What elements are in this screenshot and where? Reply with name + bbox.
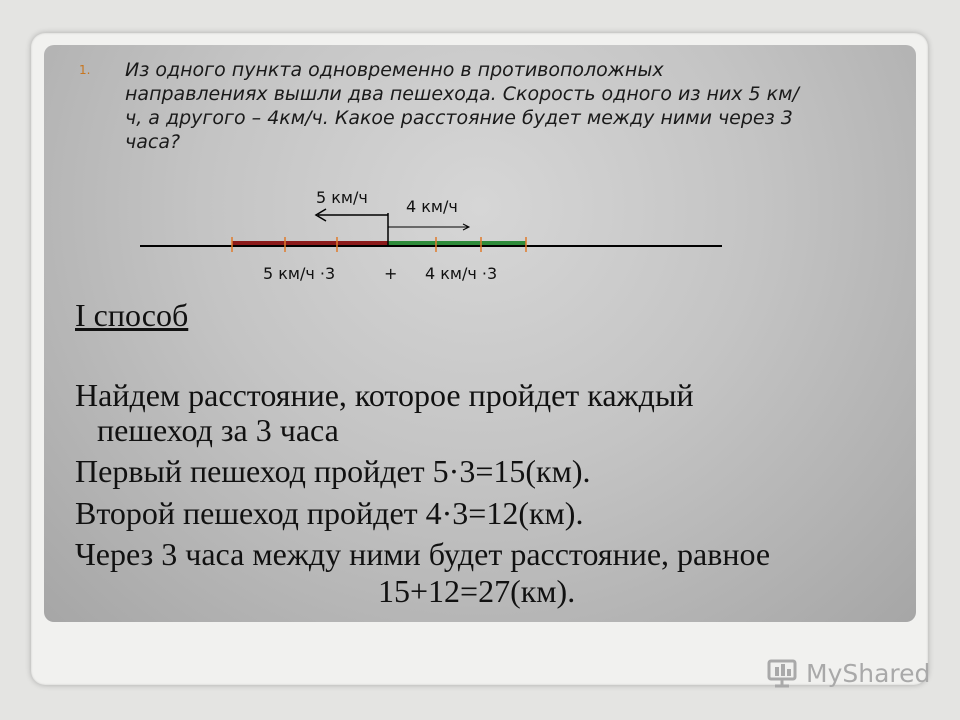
left-arrow <box>316 209 388 221</box>
solution-line-2: Первый пешеход пройдет 5·3=15(км). <box>75 453 591 489</box>
watermark <box>766 656 930 690</box>
left-speed-label: 5 км/ч <box>316 188 368 207</box>
right-expression: 4 км/ч ·3 <box>425 264 498 283</box>
solution-line-3: Второй пешеход пройдет 4·3=12(км). <box>75 495 584 531</box>
solution-line-4b: 15+12=27(км). <box>378 573 576 609</box>
method-title: I способ <box>75 297 189 333</box>
problem-number: 1. <box>79 63 91 77</box>
myshared-logo-icon <box>766 656 800 690</box>
solution-line-1a: Найдем расстояние, которое пройдет каждый <box>75 377 694 413</box>
problem-text: Из одного пункта одновременно в противоположных направлениях вышли два пешехода. Скорость одного из них 5 км/ч, а другого – 4км/ч. Какое расстояние будет между ними через 3 часа? <box>125 59 799 153</box>
right-speed-label: 4 км/ч <box>406 197 458 216</box>
solution-line-4a: Через 3 часа между ними будет расстояние, равное <box>75 536 771 572</box>
watermark-text: MyShared <box>806 658 931 688</box>
solution-line-1b: пешеход за 3 часа <box>97 412 339 448</box>
right-arrow <box>388 224 469 230</box>
left-expression: 5 км/ч ·3 <box>263 264 336 283</box>
plus-sign: + <box>384 264 398 283</box>
